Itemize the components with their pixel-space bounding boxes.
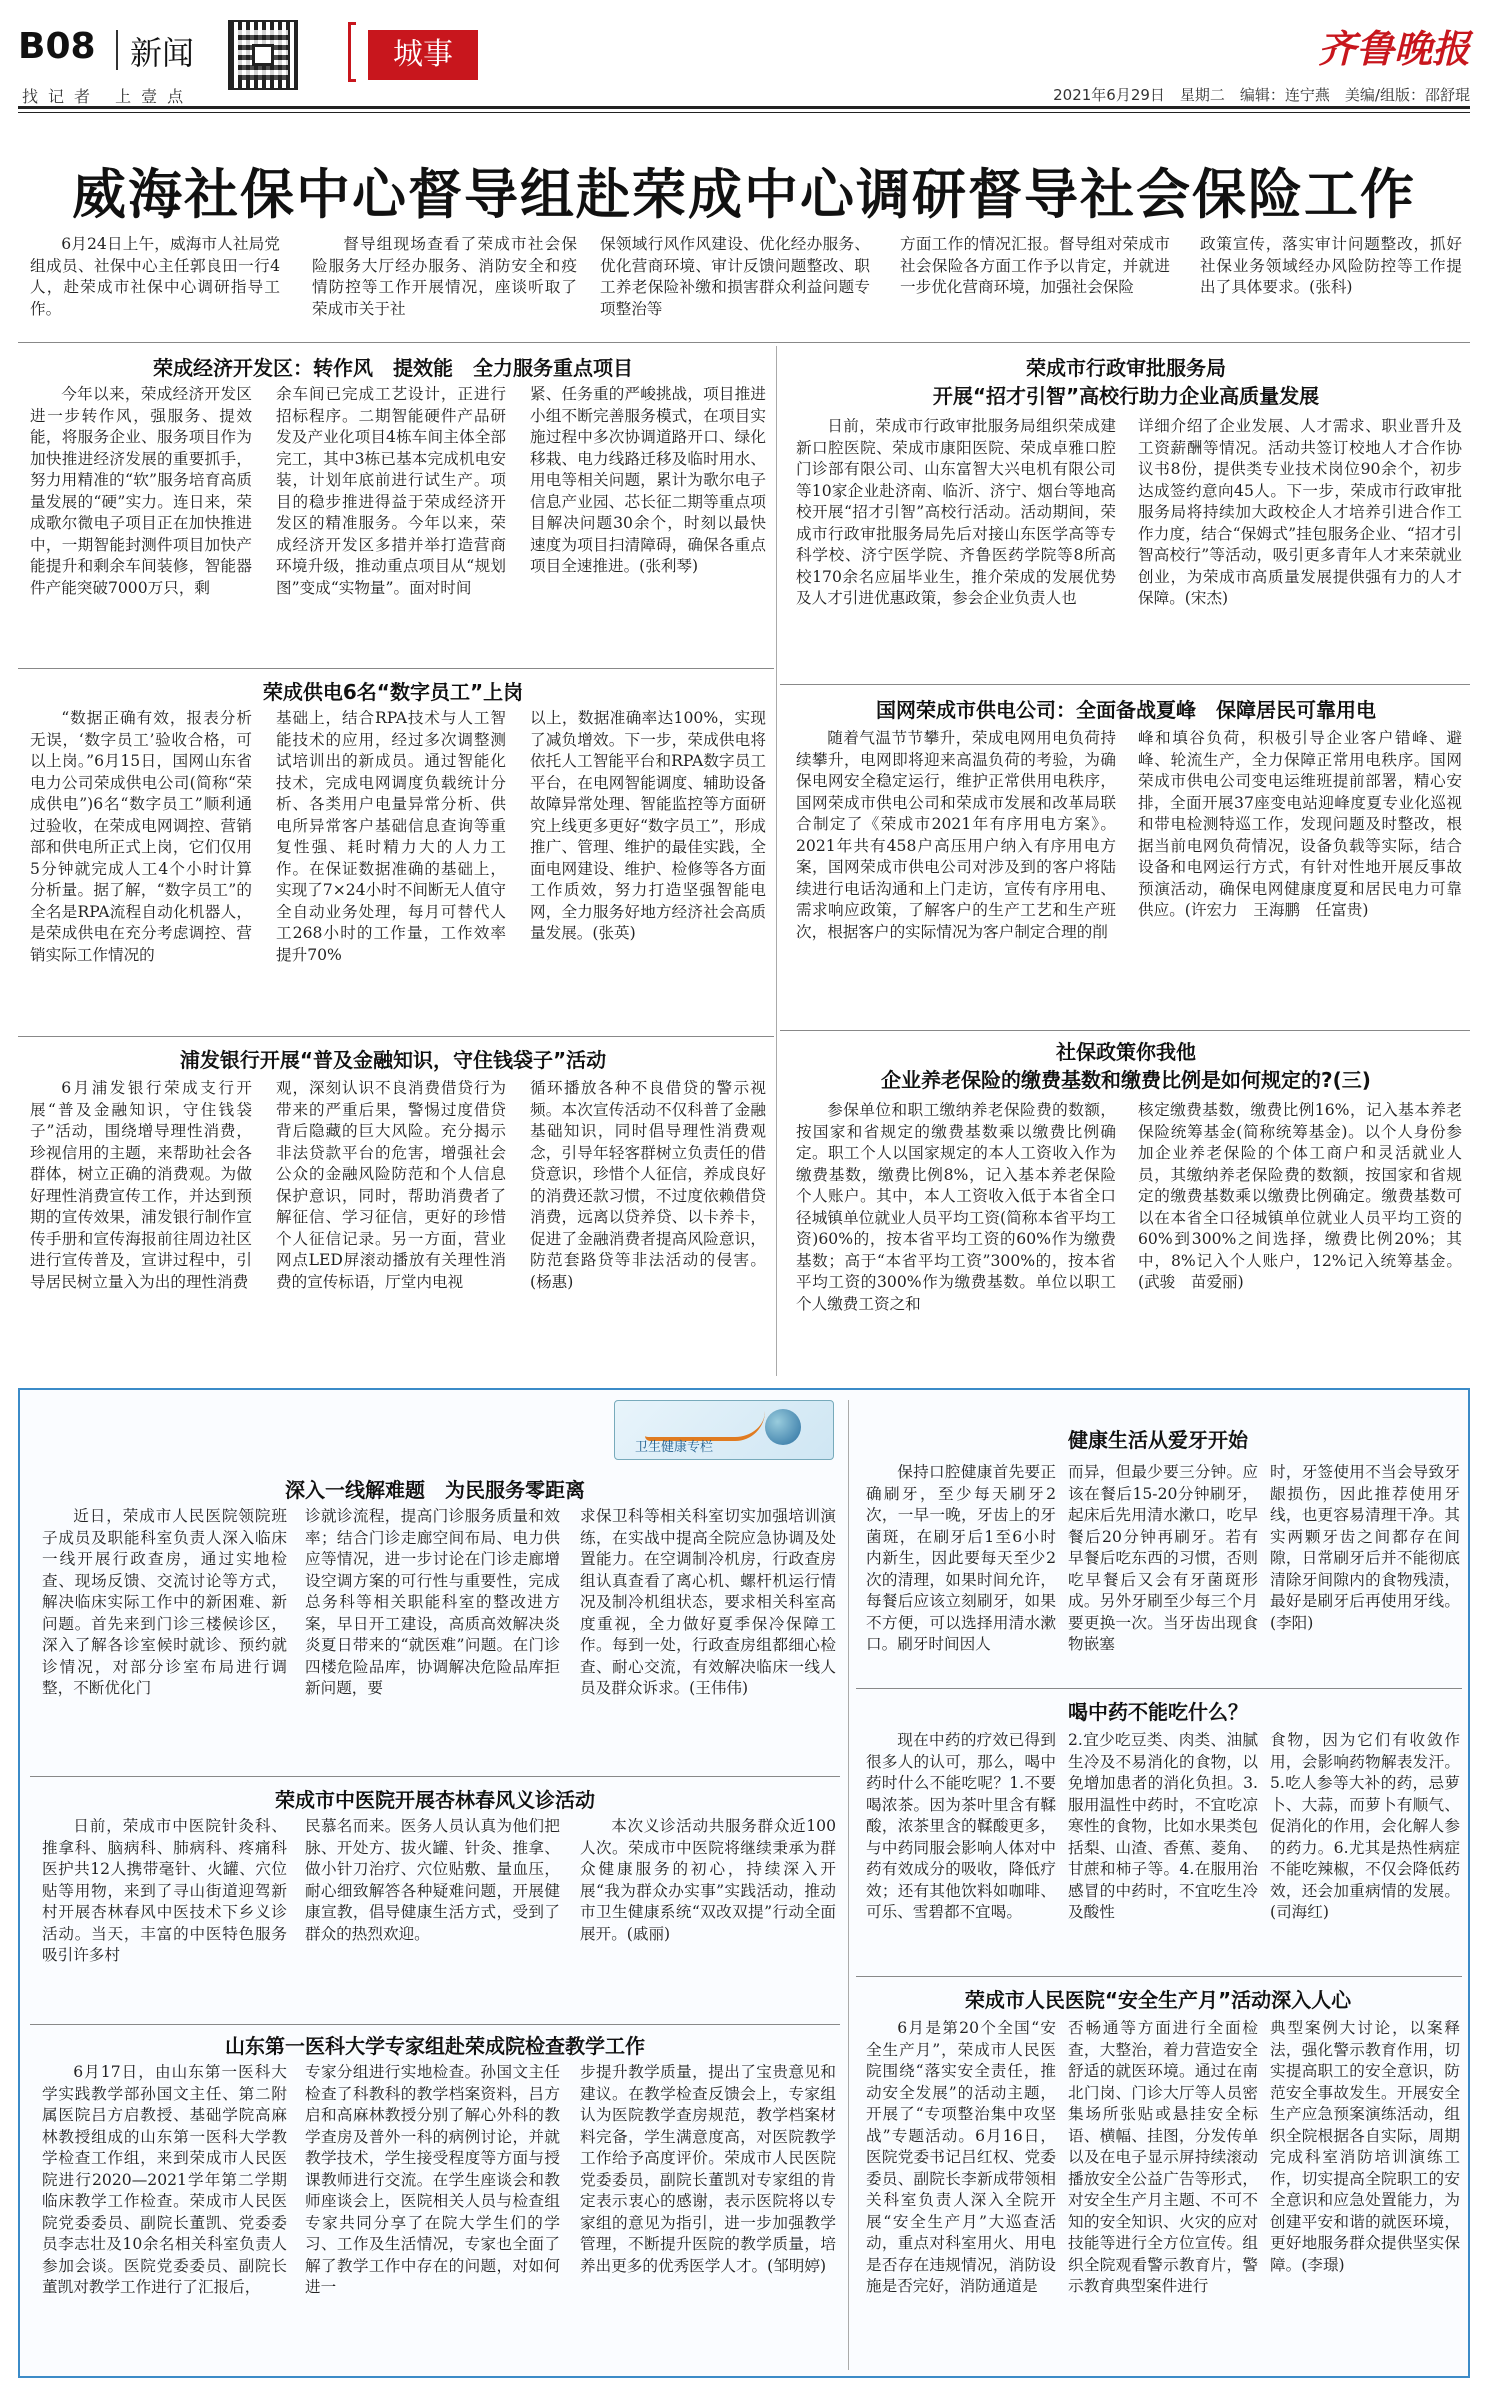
article-col [580, 2062, 836, 2368]
channel-bracket [348, 22, 356, 82]
article-text: 峰和填谷负荷，积极引导企业客户错峰、避峰、轮流生产，全力保障正常用电秩序。国网荣成市供电公司变电运维班提前部署，精心安排，全面开展37座变电站迎峰度夏专业化巡视和带电检测特巡工作，发现问题及时整改，根据当前电网负荷情况，设备负载等实际，结合设备和电网运行方式，有针对性地开展反事故预演活动，确保电网健康度夏和居民电力可靠供应。(许宏力 王海鹏 任富贵) [1138, 729, 1462, 919]
article-text: 否畅通等方面进行全面检查，大整治，着力营造安全舒适的就医环境。通过在南北门岗、门诊大厅等人员密集场所张贴或悬挂安全标语、横幅、挂图，分发传单以及在电子显示屏持续滚动播放安全公益广告等形式，对安全生产月主题、不可不知的安全知识、火灾的应对技能等进行全方位宣传。组织全院观看警示教育片，警示教育典型案件进行 [1068, 2019, 1258, 2295]
header-rule-thin [18, 112, 1470, 113]
article-text: 紧、任务重的严峻挑战，项目推进小组不断完善服务模式，在项目实施过程中多次协调道路开口、绿化移栽、电力线路迁移及临时用水、用电等相关问题，累计为歌尔电子信息产业园、芯长征二期等重点项目解决问题30余个，时刻以最快速度为项目扫清障碍，确保各重点项目全速推进。(张利琴) [530, 385, 766, 575]
article-text: 时，牙签使用不当会导致牙龈损伤，因此推荐使用牙线，也更容易清理干净。其实两颗牙齿之间都存在间隙，日常刷牙后并不能彻底清除牙间隙内的食物残渍，最好是刷牙后再使用牙线。(李阳) [1270, 1463, 1460, 1632]
health-column-logo [614, 1400, 834, 1460]
article-title: 开展“招才引智”高校行助力企业高质量发展 [932, 384, 1320, 408]
article-col [580, 1506, 836, 1768]
article-col [1068, 2018, 1258, 2368]
article-text: 本次义诊活动共服务群众近100人次。荣成市中医院将继续秉承为群众健康服务的初心，持续深入开展“我为群众办实事”实践活动，推动市卫生健康系统“双改双提”行动全面展开。(戚丽) [580, 1817, 836, 1943]
divider [780, 1030, 1470, 1031]
article-col [580, 1816, 836, 2016]
article-text: 随着气温节节攀升，荣成电网用电负荷持续攀升，电网即将迎来高温负荷的考验，为确保电网安全稳定运行，维护正常供用电秩序，国网荣成市供电公司和荣成市发展和改革局联合制定了《荣成市2021年有序用电方案》。2021年共有458户高压用户纳入有序用电方案，国网荣成市供电公司对涉及到的客户将陆续进行电话沟通和上门走访，宣传有序用电、需求响应政策，了解客户的生产工艺和生产班次，根据客户的实际情况为客户制定合理的削 [796, 729, 1116, 941]
article-col [30, 1078, 252, 1373]
divider [30, 2024, 840, 2025]
section-name: 新闻 [130, 34, 195, 72]
qr-code-icon [228, 20, 298, 90]
lead-text-2: 督导组现场查看了荣成市社会保险服务大厅经办服务、消防安全和疫情防控等工作开展情况，座谈听取了荣成市关于社 [312, 235, 577, 318]
health-logo-text: 卫生健康专栏 [635, 1440, 714, 1455]
article-text: 日前，荣成市中医院针灸科、推拿科、脑病科、肺病科、疼痛科医护共12人携带毫针、火罐、穴位贴等用物，来到了寻山街道迎驾新村开展杏林春风中医技术下乡义诊活动。当天，丰富的中医特色服务吸引许多村 [42, 1817, 287, 1964]
article-col [276, 1078, 506, 1373]
article-title: 健康生活从爱牙开始 [1068, 1428, 1248, 1452]
lead-col-4 [900, 234, 1170, 344]
divider [30, 1776, 840, 1777]
edition-meta: 2021年6月29日 星期二 编辑：连宁燕 美编/组版：邵舒琨 [1053, 86, 1470, 104]
article-col [866, 1462, 1056, 1682]
lead-text-5: 政策宣传，落实审计问题整改，抓好社保业务领域经办风险防控等工作提出了具体要求。(张科) [1200, 235, 1462, 296]
article-text: 典型案例大讨论，以案释法，强化警示教育作用，切实提高职工的安全意识，防范安全事故发生。开展安全生产应急预案演练活动，组织全院根据各自实际，周期完成科室消防培训演练工作，切实提高全院职工的安全意识和应急处置能力，为创建平安和谐的就医环境，更好地服务群众提供坚实保障。(李璟) [1270, 2019, 1460, 2274]
article-text: 食物，因为它们有收敛作用，会影响药物解表发汗。5.吃人参等大补的药，忌萝卜、大蒜，而萝卜有顺气、促消化的作用，会化解人参的药力。6.尤其是热性病症不能吃辣椒，不仅会降低药效，还会加重病情的发展。(司海红) [1270, 1731, 1460, 1921]
header-rule [18, 106, 1470, 109]
article-col [30, 384, 252, 659]
article-col [866, 2018, 1056, 2368]
article-col [1138, 416, 1462, 678]
article-text: 今年以来，荣成经济开发区进一步转作风，强服务、提效能，将服务企业、服务项目作为加快推进经济发展的重要抓手，努力用精准的“软”服务培育高质量发展的“硬”实力。连日来，荣成歌尔微电子项目正在加快推进中，一期智能封测件项目加快产能提升和剩余车间装修，智能器件产能突破7000万只，剩 [30, 385, 252, 597]
article-col [796, 416, 1116, 678]
divider [856, 1976, 1462, 1977]
article-text: “数据正确有效，报表分析无误，‘数字员工’验收合格，可以上岗。”6月15日，国网山东省电力公司荣成供电公司(简称“荣成供电”)6名“数字员工”顺利通过验收，在荣成电网调控、营销部和供电所正式上岗，它们仅用5分钟就完成人工4个小时计算分析量。据了解，“数字员工”的全名是RPA流程自动化机器人，是荣成供电在充分考虑调控、营销实际工作情况的 [30, 709, 252, 964]
article-text: 现在中药的疗效已得到很多人的认可，那么，喝中药时什么不能吃呢？1.不要喝浓茶。因为茶叶里含有鞣酸，浓茶里含的鞣酸更多，与中药同服会影响人体对中药有效成分的吸收，降低疗效；还有其他饮料如咖啡、可乐、雪碧都不宜喝。 [866, 1731, 1056, 1921]
header-divider [116, 30, 118, 70]
article-title: 山东第一医科大学专家组赴荣成院检查教学工作 [225, 2034, 645, 2058]
article-text: 核定缴费基数，缴费比例16%，记入基本养老保险统筹基金(简称统筹基金)。以个人身份参加企业养老保险的个体工商户和灵活就业人员，其缴纳养老保险费的数额，按国家和省规定的缴费基数乘以缴费比例确定。缴费基数可以在本省全口径城镇单位就业人员平均工资的60%到300%之间选择，缴费比例20%；其中，8%记入个人账户，12%记入统筹基金。(武骏 苗爱丽) [1138, 1101, 1462, 1291]
column-divider [776, 346, 777, 1376]
globe-icon [765, 1409, 801, 1445]
divider [18, 1036, 774, 1037]
newspaper-logo: 齐鲁晚报 [1317, 26, 1470, 71]
article-text: 基础上，结合RPA技术与人工智能技术的应用，经过多次调整测试培训出的新成员。通过智能化技术，完成电网调度负载统计分析、各类用户电量异常分析、供电所异常客户基础信息查询等重复性强、耗时精力大的人力工作。在保证数据准确的基础上，实现了7×24小时不间断无人值守全自动业务处理，每月可替代人工268小时的工作量，工作效率提升70% [276, 709, 506, 964]
article-col [796, 1100, 1116, 1375]
article-text: 求保卫科等相关科室切实加强培训演练，在实战中提高全院应急协调及处置能力。在空调制冷机房，行政查房组认真查看了离心机、螺杆机运行情况及制冷机组状态，要求相关科室高度重视，全力做好夏季保冷保障工作。每到一处，行政查房组都细心检查、耐心交流，有效解决临床一线人员及群众诉求。(王伟伟) [580, 1507, 836, 1697]
article-text: 余车间已完成工艺设计，正进行招标程序。二期智能硬件产品研发及产业化项目4栋车间主体全部完工，其中3栋已基本完成机电安装，计划年底前进行试生产。项目的稳步推进得益于荣成经济开发区的精准服务。今年以来，荣成经济开发区多措并举打造营商环境升级，推动重点项目从“规划图”变成“实物量”。面对时间 [276, 385, 506, 597]
article-col [530, 1078, 766, 1373]
divider [856, 1688, 1462, 1689]
article-col [1270, 1730, 1460, 1970]
divider [780, 684, 1470, 685]
article-text: 步提升教学质量，提出了宝贵意见和建议。在教学检查反馈会上，专家组认为医院教学查房规范，教学档案材料完备，学生满意度高，对医院教学工作给予高度评价。荣成市人民医院党委委员，副院长董凯对专家组的肯定表示衷心的感谢，表示医院将以专家组的意见为指引，进一步加强教学管理，不断提升医院的教学质量，培养出更多的优秀医学人才。(邹明婷) [580, 2063, 836, 2275]
article-text: 循环播放各种不良借贷的警示视频。本次宣传活动不仅科普了金融基础知识，同时倡导理性消费观念，引导年轻客群树立负责任的借贷意识，珍惜个人征信，养成良好的消费还款习惯，不过度依赖借贷消费，远离以贷养贷、以卡养卡，促进了金融消费者提高风险意识，防范套路贷等非法活动的侵害。(杨惠) [530, 1079, 766, 1291]
article-text: 保持口腔健康首先要正确刷牙，至少每天刷牙2次，一早一晚，牙齿上的牙菌斑，在刷牙后1至6小时内新生，因此要每天至少2次的清理，如果时间允许，每餐后应该立刻刷牙，如果不方便，可以选择用清水漱口。刷牙时间因人 [866, 1463, 1056, 1653]
article-col [305, 1506, 560, 1768]
article-text: 专家分组进行实地检查。孙国文主任检查了科教科的教学档案资料，吕方启和高麻林教授分别了解心外科的教学查房及普外一科的病例讨论，并就教学技术，学生接受程度等方面与授课教师进行交流。在学生座谈会和教师座谈会上，医院相关人员与检查组专家共同分享了在院大学生们的学习、工作及生活情况，专家也全面了解了教学工作中存在的问题，对如何进一 [305, 2063, 560, 2296]
article-title: 喝中药不能吃什么？ [1068, 1700, 1248, 1724]
article-col [30, 708, 252, 1028]
column-divider [848, 1400, 849, 2370]
article-col [276, 384, 506, 659]
article-title: 荣成市中医院开展杏林春风义诊活动 [275, 1788, 595, 1812]
article-text: 日前，荣成市行政审批服务局组织荣成建新口腔医院、荣成市康阳医院、荣成卓雅口腔门诊部有限公司、山东富智大兴电机有限公司等10家企业赴济南、临沂、济宁、烟台等地高校开展“招才引智”高校行活动。活动期间，荣成市行政审批服务局先后对接山东医学高等专科学校、济宁医学院、齐鲁医药学院等8所高校170余名应届毕业生，推介荣成的发展优势及人才引进优惠政策，参会企业负责人也 [796, 417, 1116, 607]
article-title: 荣成经济开发区：转作风 提效能 全力服务重点项目 [153, 356, 633, 380]
article-title: 深入一线解难题 为民服务零距离 [285, 1478, 585, 1502]
motto: 找记者 上壹点 [22, 87, 194, 106]
article-title: 荣成供电6名“数字员工”上岗 [262, 680, 524, 704]
article-title: 企业养老保险的缴费基数和缴费比例是如何规定的?(三) [881, 1068, 1371, 1092]
article-col [1270, 2018, 1460, 2368]
page-number: B08 [18, 26, 96, 67]
article-col [1068, 1462, 1258, 1682]
article-text: 6月浦发银行荣成支行开展“普及金融知识，守住钱袋子”活动，围绕增导理性消费，珍视信用的主题，来帮助社会各群体，树立正确的消费观。为做好理性消费宣传工作，并达到预期的宣传效果，浦发银行制作宣传手册和宣传海报前往周边社区进行宣传普及，宣讲过程中，引导居民树立量入为出的理性消费 [30, 1079, 252, 1291]
article-col [530, 384, 766, 659]
article-col [42, 1816, 287, 2016]
lead-col-1 [30, 234, 280, 344]
article-kicker: 荣成市行政审批服务局 [1026, 356, 1226, 380]
article-text: 参保单位和职工缴纳养老保险费的数额，按国家和省规定的缴费基数乘以缴费比例确定。职工个人以国家规定的本人工资收入作为缴费基数，缴费比例8%，记入基本养老保险个人账户。其中，本人工资收入低于本省全口径城镇单位就业人员平均工资(简称本省平均工资)60%的，按本省平均工资的60%作为缴费基数；高于“本省平均工资”300%的，按本省平均工资的300%作为缴费基数。单位以职工个人缴费工资之和 [796, 1101, 1116, 1313]
article-col [42, 1506, 287, 1768]
page-header [18, 18, 1470, 106]
article-text: 6月是第20个全国“安全生产月”，荣成市人民医院围绕“落实安全责任，推动安全发展”的活动主题，开展了“专项整治集中攻坚战”专题活动。6月16日，医院党委书记吕红权、党委委员、副院长李新成带领相关科室负责人深入全院开展“安全生产月”大巡查活动，重点对科室用火、用电是否存在违规情况，消防设施是否完好，消防通道是 [866, 2019, 1056, 2295]
article-col [42, 2062, 287, 2368]
article-text: 6月17日，由山东第一医科大学实践教学部孙国文主任、第二附属医院吕方启教授、基础学院高麻林教授组成的山东第一医科大学教学检查工作组，来到荣成市人民医院进行2020—2021学年第二学期临床教学工作检查。荣成市人民医院党委委员、副院长董凯、党委委员李志壮及10余名相关科室负责人参加会谈。医院党委委员、副院长董凯对教学工作进行了汇报后， [42, 2063, 287, 2296]
lead-text-3: 保领域行风作风建设、优化经办服务、优化营商环境、审计反馈问题整改、职工养老保险补缴和损害群众利益问题专项整治等 [600, 235, 870, 318]
article-text: 详细介绍了企业发展、人才需求、职业晋升及工资薪酬等情况。活动共签订校地人才合作协议书8份，提供类专业技术岗位90余个，初步达成签约意向45人。下一步，荣成市行政审批服务局将持续加大政校企人才培养引进合作工作力度，结合“保姆式”挂包服务企业、“招才引智高校行”等活动，吸引更多青年人才来荣就业创业，为荣成市高质量发展提供强有力的人才保障。(宋杰) [1138, 417, 1462, 607]
lead-headline: 威海社保中心督导组赴荣成中心调研督导社会保险工作 [72, 163, 1416, 226]
article-text: 观，深刻认识不良消费借贷行为带来的严重后果，警惕过度借贷背后隐藏的巨大风险。充分揭示非法贷款平台的危害，增强社会公众的金融风险防范和个人信息保护意识，同时，帮助消费者了解征信、学习征信，更好的珍惜个人征信记录。另一方面，营业网点LED屏滚动播放有关理性消费的宣传标语，厅堂内电视 [276, 1079, 506, 1291]
article-col [1068, 1730, 1258, 1970]
article-col [1138, 1100, 1462, 1375]
article-col [305, 2062, 560, 2368]
article-col [276, 708, 506, 1028]
divider [18, 342, 1470, 343]
lead-col-3 [600, 234, 870, 344]
article-title: 荣成市人民医院“安全生产月”活动深入人心 [964, 1988, 1352, 2012]
article-text: 民慕名而来。医务人员认真为他们把脉、开处方、拔火罐、针灸、推拿、做小针刀治疗、穴位贴敷、量血压，耐心细致解答各种疑难问题，开展健康宣教，倡导健康生活方式，受到了群众的热烈欢迎。 [305, 1817, 560, 1943]
article-col [1270, 1462, 1460, 1682]
channel-tag: 城事 [368, 30, 478, 80]
lead-col-5 [1200, 234, 1462, 344]
article-text: 而异，但最少要三分钟。应该在餐后15-20分钟刷牙，起床后先用清水漱口，吃早餐后20分钟再刷牙。若有早餐后吃东西的习惯，否则吃早餐后又会有牙菌斑形成。另外牙刷至少每三个月要更换一次。当牙齿出现食物嵌塞 [1068, 1463, 1258, 1653]
lead-text-1: 6月24日上午，威海市人社局党组成员、社保中心主任郭良田一行4人，赴荣成市社保中心调研指导工作。 [30, 235, 280, 318]
article-col [1138, 728, 1462, 1028]
article-text: 诊就诊流程，提高门诊服务质量和效率；结合门诊走廊空间布局、电力供应等情况，进一步讨论在门诊走廊增设空调方案的可行性与重要性，完成总务科等相关职能科室的整改进方案，早日开工建设，高质高效解决炎炎夏日带来的“就医难”问题。在门诊四楼危险品库，协调解决危险品库拒新问题，要 [305, 1507, 560, 1697]
divider [18, 668, 774, 669]
lead-col-2 [312, 234, 577, 344]
lead-text-4: 方面工作的情况汇报。督导组对荣成市社会保险各方面工作予以肯定，并就进一步优化营商环境，加强社会保险 [900, 235, 1170, 296]
article-title: 浦发银行开展“普及金融知识，守住钱袋子”活动 [179, 1048, 607, 1072]
article-col [530, 708, 766, 1028]
article-col [866, 1730, 1056, 1970]
article-text: 以上，数据准确率达100%，实现了减负增效。下一步，荣成供电将依托人工智能平台和RPA数字员工平台，在电网智能调度、辅助设备故障异常处理、智能监控等方面研究上线更多更好“数字员工”，形成推广、管理、维护的最佳实践，全面电网建设、维护、检修等各方面工作质效，努力打造坚强智能电网，全力服务好地方经济社会高质量发展。(张英) [530, 709, 766, 942]
article-col [796, 728, 1116, 1028]
article-text: 近日，荣成市人民医院领院班子成员及职能科室负责人深入临床一线开展行政查房，通过实地检查、现场反馈、交流讨论等方式，解决临床实际工作中的新困难、新问题。首先来到门诊三楼候诊区，深入了解各诊室候时就诊、预约就诊情况，对部分诊室布局进行调整，不断优化门 [42, 1507, 287, 1697]
article-kicker: 社保政策你我他 [1056, 1040, 1196, 1064]
article-col [305, 1816, 560, 2016]
article-title: 国网荣成市供电公司：全面备战夏峰 保障居民可靠用电 [876, 698, 1376, 722]
article-text: 2.宜少吃豆类、肉类、油腻生冷及不易消化的食物，以免增加患者的消化负担。3.服用温性中药时，不宜吃凉寒性的食物，比如水果类包括梨、山渣、香蕉、菱角、甘蔗和柿子等。4.在服用治感冒的中药时，不宜吃生冷及酸性 [1068, 1731, 1258, 1921]
